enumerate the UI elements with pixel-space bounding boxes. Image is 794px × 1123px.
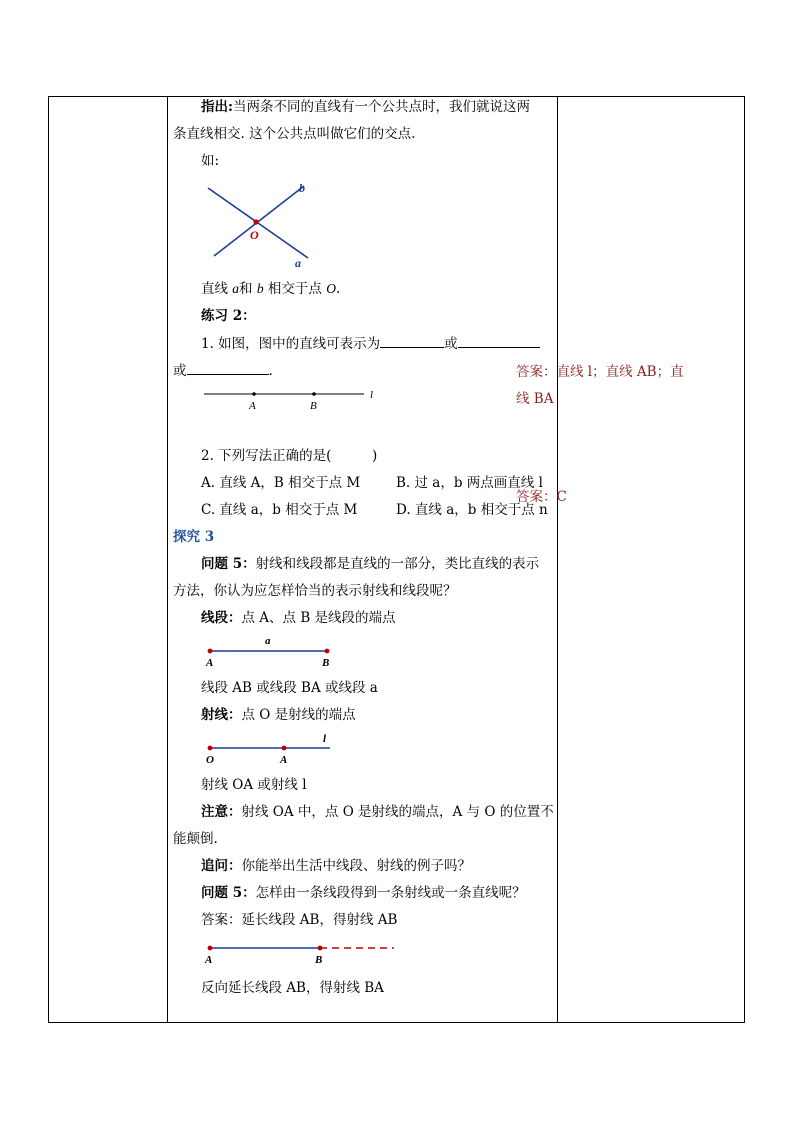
note-line1: 注意：射线 OA 中，点 O 是射线的端点，A 与 O 的位置不	[201, 804, 554, 820]
answer-1-line1: 答案：直线 l；直线 AB；直	[516, 364, 684, 380]
option-D: D. 直线 a，b 相交于点 n	[396, 502, 548, 518]
segment-point-A	[208, 649, 213, 654]
intro-line-2: 条直线相交. 这个公共点叫做它们的交点.	[173, 126, 416, 142]
column-divider-1	[167, 97, 168, 1022]
option-C: C. 直线 a，b 相交于点 M	[201, 502, 358, 518]
extend-label-B: B	[315, 954, 323, 966]
intro-label: 指出:	[201, 99, 233, 115]
line-l-figure	[200, 384, 380, 414]
exercise2-q2: 2. 下列写法正确的是( )	[201, 448, 378, 464]
segment-label-A: A	[206, 657, 214, 669]
example-label: 如:	[201, 153, 220, 169]
exercise2-q1-line2: 或 .	[173, 363, 273, 379]
exercise2-q1-line1: 1. 如图，图中的直线可表示为 或	[201, 335, 540, 352]
extend-point-B	[318, 946, 323, 951]
intersection-point-O	[253, 219, 258, 224]
label-B: B	[310, 400, 317, 412]
answer-extend: 答案：延长线段 AB，得射线 AB	[201, 912, 398, 928]
label-b: b	[299, 181, 305, 195]
option-B: B. 过 a，b 两点画直线 l	[396, 475, 543, 491]
label-l: l	[370, 389, 374, 401]
label-a: a	[295, 256, 301, 270]
segment-line: 线段：点 A、点 B 是线段的端点	[201, 610, 396, 626]
ray-line: 射线：点 O 是射线的端点	[201, 707, 356, 723]
follow-up-line: 追问：你能举出生活中线段、射线的例子吗？	[201, 858, 471, 874]
ray-point-A	[282, 746, 287, 751]
q1-blank-1[interactable]	[380, 335, 444, 348]
point-A	[252, 392, 256, 396]
label-A: A	[249, 400, 256, 412]
segment-label-a: a	[265, 635, 271, 647]
segment-label-B: B	[322, 657, 330, 669]
ray-label-A: A	[280, 754, 288, 766]
exercise2-title: 练习 2：	[201, 308, 256, 324]
segment-names: 线段 AB 或线段 BA 或线段 a	[201, 680, 378, 696]
extend-figure	[200, 936, 400, 968]
intersecting-lines-figure	[200, 178, 320, 273]
cross-statement: 直线 a和 b 相交于点 O.	[201, 281, 341, 297]
q5b-line: 问题 5：怎样由一条线段得到一条射线或一条直线呢？	[201, 885, 526, 901]
option-A: A. 直线 A，B 相交于点 M	[201, 475, 361, 491]
intro-line-1	[201, 99, 530, 115]
ray-names: 射线 OA 或射线 l	[201, 777, 307, 793]
extend-point-A	[208, 946, 213, 951]
ray-label-l: l	[323, 733, 327, 745]
label-O: O	[250, 228, 259, 242]
ray-label-O: O	[206, 754, 214, 766]
ray-point-O	[208, 746, 213, 751]
point-B	[312, 392, 316, 396]
answer-2: 答案：C	[516, 489, 567, 505]
segment-point-B	[325, 649, 330, 654]
q1-blank-3[interactable]	[187, 362, 269, 375]
explore3-title: 探究 3	[173, 529, 215, 545]
q5-line1: 问题 5：射线和线段都是直线的一部分，类比直线的表示	[201, 556, 540, 572]
segment-figure	[200, 632, 350, 670]
q1-blank-2[interactable]	[458, 335, 540, 348]
column-divider-2	[557, 97, 558, 1022]
extend-label-A: A	[205, 954, 213, 966]
ray-figure	[200, 729, 350, 767]
intro-text-1: 当两条不同的直线有一个公共点时，我们就说这两	[232, 99, 530, 115]
answer-1-line2: 线 BA	[516, 391, 554, 407]
note-line2: 能颠倒.	[173, 831, 218, 847]
q5-line2: 方法，你认为应怎样恰当的表示射线和线段呢？	[173, 583, 457, 599]
reverse-extend: 反向延长线段 AB，得射线 BA	[201, 980, 384, 996]
